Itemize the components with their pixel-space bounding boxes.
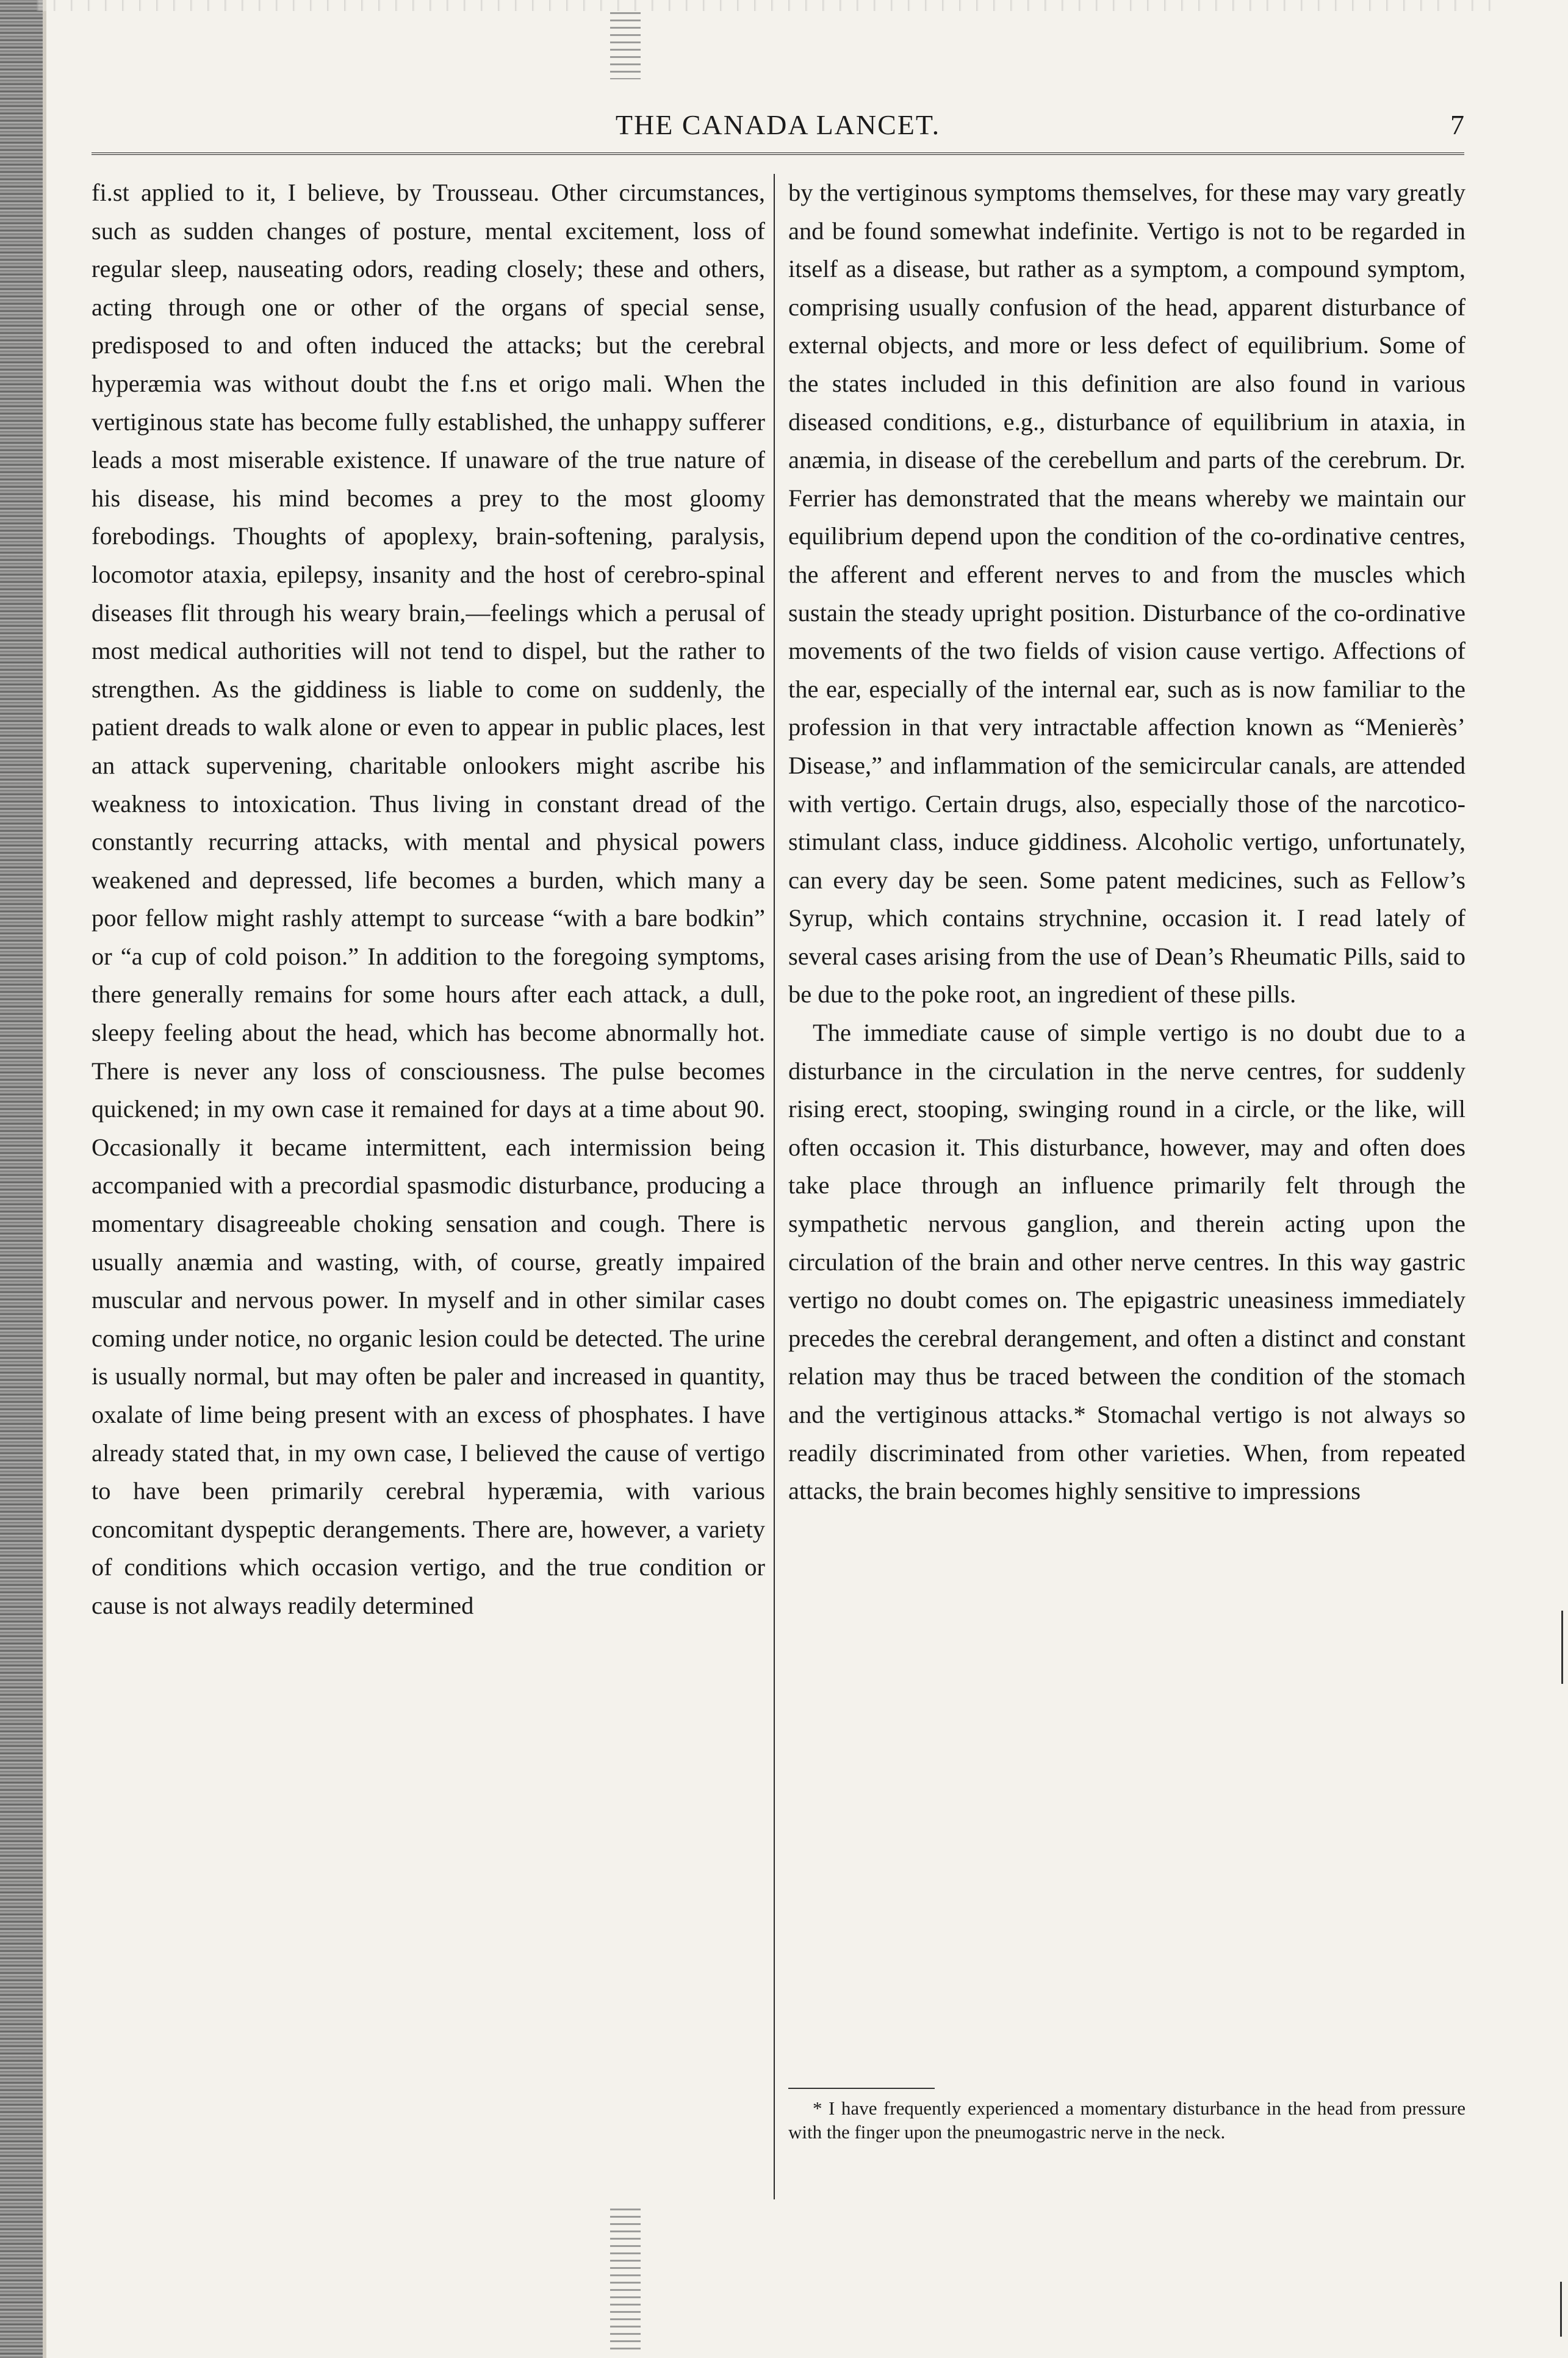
paragraph: by the vertiginous symptoms themselves, for these may vary greatly and be found somewhat indefinite. Vertigo is not to be regarded in itself as a disease, but rather as a symptom, a compound symptom, comprising usually confusion of the head, apparent disturbance of external objects, and more or less defect of equilibrium. Some of the states included in this definition are also found in various diseased conditions, e.g., disturbance of equilibrium in ataxia, in anæmia, in disease of the cerebellum and parts of the cerebrum. Dr. Ferrier has demonstrated that the means whereby we maintain our equilibrium depend upon the condition of the co-ordinative centres, the afferent and efferent nerves to and from the muscles which sustain the steady upright position. Disturbance of the co-ordinative movements of the two fields of vision cause vertigo. Affections of the ear, especially of the internal ear, such as is now familiar to the profession in that very intractable affection known as “Menierès’ Disease,” and inflammation of the semicircular canals, are attended with vertigo. Certain drugs, also, especially those of the narcotico-stimulant class, induce giddiness. Alcoholic vertigo, unfortunately, can every day be seen. Some patent medicines, such as Fellow’s Syrup, which contains strychnine, occasion it. I read lately of several cases arising from the use of Dean’s Rheumatic Pills, said to be due to the poke root, an ingredient of these pills. [788,179,1466,1008]
page-binding-edge [0,0,43,2358]
footnote-text: * I have frequently experienced a momentary disturbance in the head from pressure with the finger upon the pneumogastric nerve in the neck. [788,2097,1466,2143]
footnote [788,2096,1466,2144]
column-divider [774,174,775,2199]
page-number: 7 [1450,109,1464,140]
scan-edge-mark [1561,1611,1563,1684]
page-header [92,109,1464,145]
gutter-scan-mark-bottom [610,2209,641,2355]
scan-edge-mark [1560,2282,1562,2337]
scan-speckle [37,0,1501,11]
header-rule [92,153,1464,155]
left-column [92,174,765,1625]
binding-shadow [43,0,46,2358]
right-column [788,174,1466,1511]
gutter-scan-mark-top [610,12,641,79]
footnote-rule [788,2088,935,2089]
running-head: THE CANADA LANCET. [615,109,941,140]
paragraph: The immediate cause of simple vertigo is no doubt due to a disturbance in the circulation in the nerve centres, for suddenly rising erect, stooping, swinging round in a circle, or the like, will often occasion it. This disturbance, however, may and often does take place through an influence primarily felt through the sympathetic nervous ganglion, and therein acting upon the circulation of the brain and other nerve centres. In this way gastric vertigo no doubt comes on. The epigastric uneasiness immediately precedes the cerebral derangement, and often a distinct and constant relation may thus be traced between the condition of the stomach and the vertiginous attacks.* Stomachal vertigo is not always so readily discriminated from other varieties. When, from repeated attacks, the brain becomes highly sensitive to impressions [788,1019,1466,1505]
paragraph: fi.st applied to it, I believe, by Trousseau. Other circumstances, such as sudden changes of posture, mental excitement, loss of regular sleep, nauseating odors, reading closely; these and others, acting through one or other of the organs of special sense, predisposed to and often induced the attacks; but the cerebral hyperæmia was without doubt the f.ns et origo mali. When the vertiginous state has become fully established, the unhappy sufferer leads a most miserable existence. If unaware of the true nature of his disease, his mind becomes a prey to the most gloomy forebodings. Thoughts of apoplexy, brain-softening, paralysis, locomotor ataxia, epilepsy, insanity and the host of cerebro-spinal diseases flit through his weary brain,—feelings which a perusal of most medical authorities will not tend to dispel, but the rather to strengthen. As the giddiness is liable to come on suddenly, the patient dreads to walk alone or even to appear in public places, lest an attack supervening, charitable onlookers might ascribe his weakness to intoxication. Thus living in constant dread of the constantly recurring attacks, with mental and physical powers weakened and depressed, life becomes a burden, which many a poor fellow might rashly attempt to surcease “with a bare bodkin” or “a cup of cold poison.” In addition to the foregoing symptoms, there generally remains for some hours after each attack, a dull, sleepy feeling about the head, which has become abnormally hot. There is never any loss of consciousness. The pulse becomes quickened; in my own case it remained for days at a time about 90. Occasionally it became intermittent, each intermission being accompanied with a precordial spasmodic disturbance, producing a momentary disagreeable choking sensation and cough. There is usually anæmia and wasting, with, of course, greatly impaired muscular and nervous power. In myself and in other similar cases coming under notice, no organic lesion could be detected. The urine is usually normal, but may often be paler and increased in quantity, oxalate of lime being present with an excess of phosphates. I have already stated that, in my own case, I believed the cause of vertigo to have been primarily cerebral hyperæmia, with various concomitant dyspeptic derangements. There are, however, a variety of conditions which occasion vertigo, and the true condition or cause is not always readily determined [92,179,765,1619]
